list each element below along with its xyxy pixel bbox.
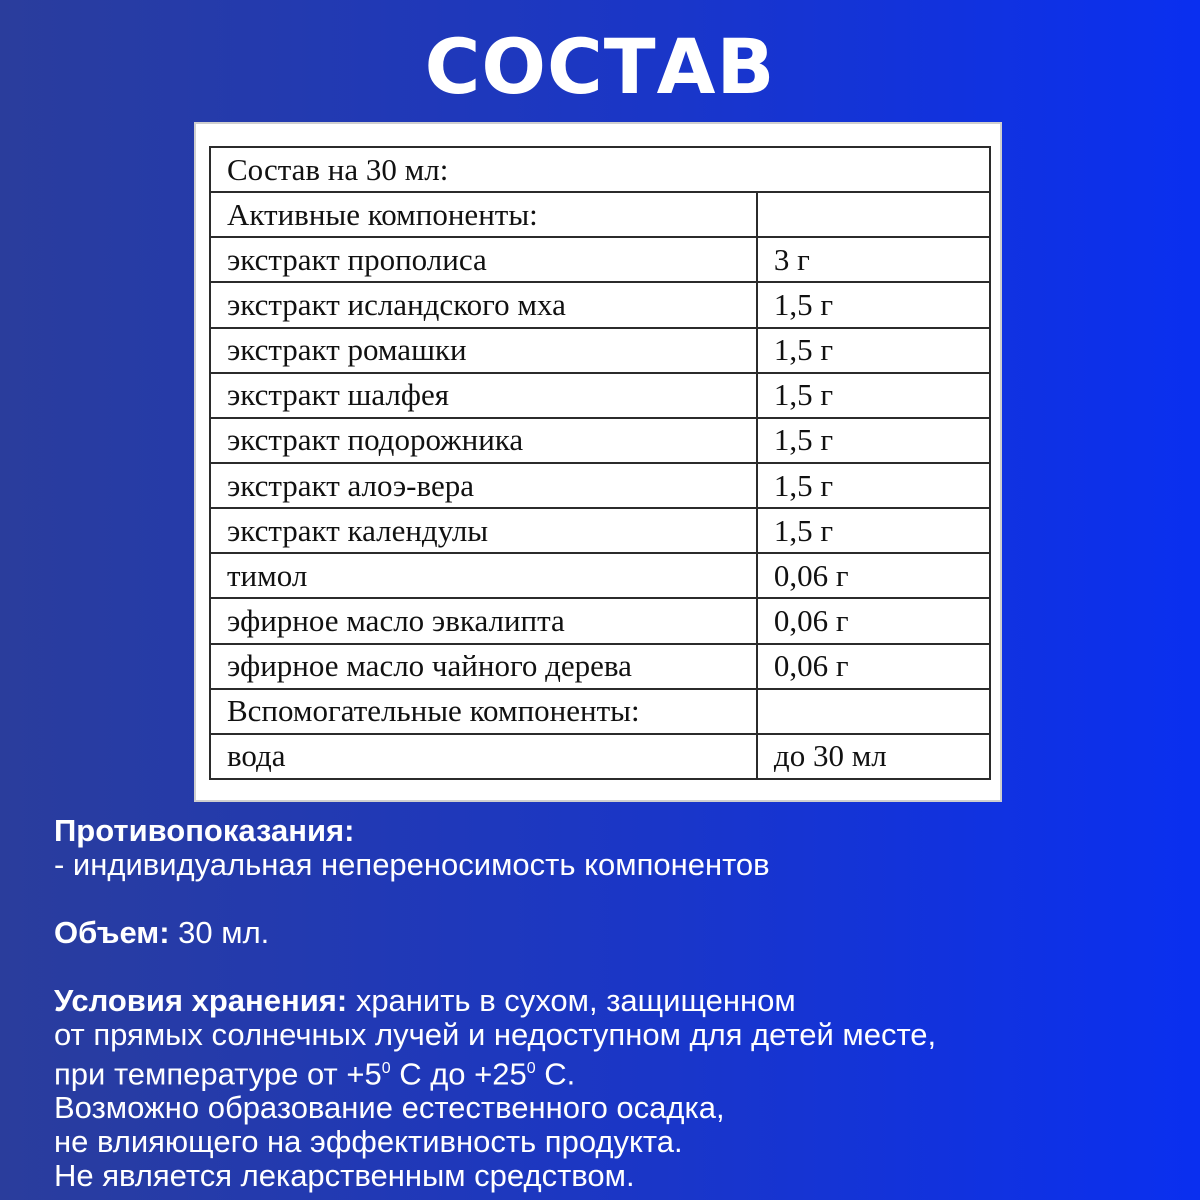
empty-cell [757, 689, 990, 734]
table-row [210, 328, 990, 373]
contraindications-text: - индивидуальная непереносимость компонентов [54, 847, 770, 882]
ingredient-amount: 1,5 г [757, 463, 990, 508]
storage-line-5: не влияющего на эффективность продукта. [54, 1124, 683, 1160]
page-title: СОСТАВ [424, 22, 776, 111]
degree-sup: 0 [381, 1060, 391, 1077]
table-row [210, 598, 990, 643]
table-row [210, 418, 990, 463]
ingredient-name: экстракт календулы [210, 508, 757, 553]
degree-sup: 0 [526, 1060, 536, 1077]
storage-line-2: от прямых солнечных лучей и недоступном для детей месте, [54, 1017, 937, 1052]
table-row [210, 553, 990, 598]
table-row [210, 644, 990, 689]
ingredient-amount: 1,5 г [757, 373, 990, 418]
volume-block [54, 916, 1174, 950]
composition-card [194, 122, 1002, 802]
ingredient-name: экстракт исландского мха [210, 282, 757, 327]
ingredient-name: экстракт алоэ-вера [210, 463, 757, 508]
temp-unit: С. [535, 1056, 576, 1092]
ingredient-name: экстракт шалфея [210, 373, 757, 418]
table-header-cell: Состав на 30 мл: [210, 147, 990, 192]
auxiliary-components-label: Вспомогательные компоненты: [210, 689, 757, 734]
contraindications-label: Противопоказания: [54, 813, 355, 848]
ingredient-amount: 0,06 г [757, 553, 990, 598]
empty-cell [757, 192, 990, 237]
table-row [210, 508, 990, 553]
storage-line-6: Не является лекарственным средством. [54, 1158, 635, 1194]
ingredient-name: вода [210, 734, 757, 779]
ingredient-amount: 0,06 г [757, 644, 990, 689]
ingredient-name: эфирное масло чайного дерева [210, 644, 757, 689]
temp-from: при температуре от +5 [54, 1056, 382, 1092]
active-label-row [210, 192, 990, 237]
contraindications-block [54, 814, 1174, 848]
composition-table [209, 146, 991, 780]
table-row [210, 282, 990, 327]
storage-line-4: Возможно образование естественного осадка, [54, 1090, 725, 1126]
table-row [210, 373, 990, 418]
storage-line-1 [54, 984, 1174, 1018]
table-row [210, 463, 990, 508]
product-info [54, 814, 1174, 1193]
ingredient-name: экстракт подорожника [210, 418, 757, 463]
auxiliary-label-row [210, 689, 990, 734]
table-row [210, 734, 990, 779]
storage-text-1: хранить в сухом, защищенном [355, 983, 796, 1018]
ingredient-amount: 1,5 г [757, 282, 990, 327]
ingredient-name: экстракт прополиса [210, 237, 757, 282]
ingredient-amount: 3 г [757, 237, 990, 282]
active-components-label: Активные компоненты: [210, 192, 757, 237]
temp-to: С до +25 [390, 1056, 527, 1092]
ingredient-amount: 1,5 г [757, 508, 990, 553]
ingredient-name: экстракт ромашки [210, 328, 757, 373]
ingredient-amount: 1,5 г [757, 328, 990, 373]
ingredient-name: тимол [210, 553, 757, 598]
storage-label: Условия хранения: [54, 983, 348, 1018]
storage-line-3 [54, 1052, 1174, 1091]
table-row [210, 237, 990, 282]
ingredient-amount: 0,06 г [757, 598, 990, 643]
volume-value: 30 мл. [178, 915, 270, 950]
volume-label: Объем: [54, 915, 170, 950]
ingredient-name: эфирное масло эвкалипта [210, 598, 757, 643]
table-header-row [210, 147, 990, 192]
ingredient-amount: до 30 мл [757, 734, 990, 779]
ingredient-amount: 1,5 г [757, 418, 990, 463]
